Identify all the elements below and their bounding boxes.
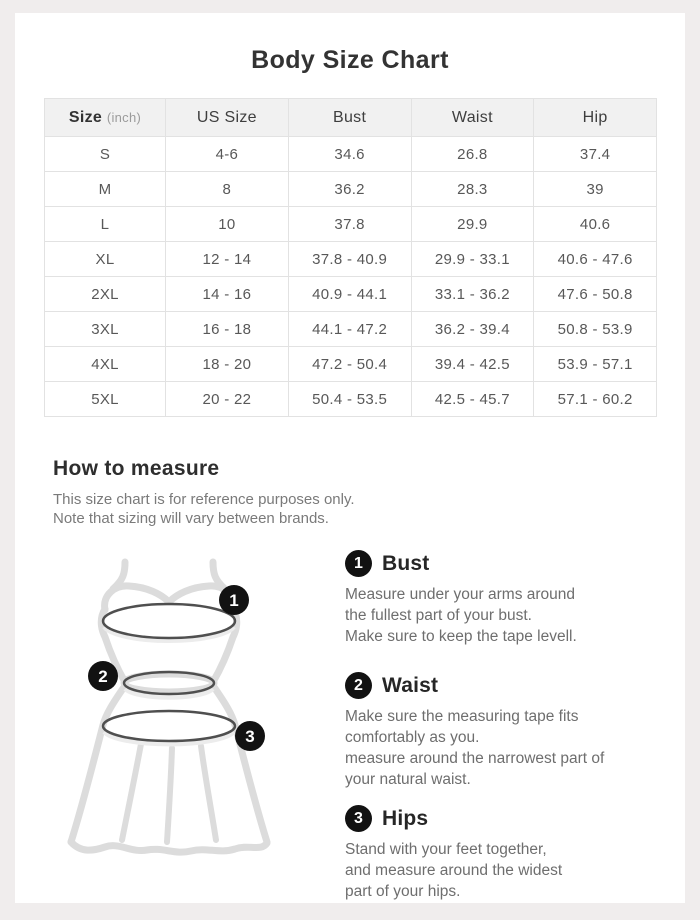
value-cell: 18 - 20 (166, 347, 289, 382)
table-row (45, 242, 657, 277)
instruction-waist (345, 672, 675, 790)
measure-guide (15, 548, 685, 902)
value-cell: 36.2 (288, 172, 411, 207)
bust-tape-ring (103, 604, 235, 638)
table-row (45, 347, 657, 382)
reference-note-line1: This size chart is for reference purposes only. (53, 491, 355, 508)
waist-text-line: comfortably as you. (345, 729, 480, 746)
value-cell: 40.6 (534, 207, 657, 242)
value-cell: 10 (166, 207, 289, 242)
page-title: Body Size Chart (251, 46, 449, 74)
header-size (45, 99, 166, 137)
waist-text-line: measure around the narrowest part of (345, 750, 605, 767)
marker-3-number: 3 (245, 727, 255, 746)
marker-1-number: 1 (229, 591, 239, 610)
value-cell: 26.8 (411, 137, 534, 172)
bust-title: Bust (382, 551, 430, 575)
header-hip: Hip (534, 99, 657, 137)
hips-title: Hips (382, 806, 429, 830)
waist-text-line: Make sure the measuring tape fits (345, 708, 579, 725)
skirt-pleat (167, 748, 172, 842)
instructions-column (345, 548, 685, 902)
skirt-side-right (214, 687, 267, 842)
table-row (45, 382, 657, 417)
value-cell: 29.9 (411, 207, 534, 242)
value-cell: 40.9 - 44.1 (288, 277, 411, 312)
bust-text-line: the fullest part of your bust. (345, 607, 532, 624)
size-cell: S (45, 137, 166, 172)
waist-number-badge: 2 (345, 672, 372, 699)
skirt-pleat (122, 744, 141, 840)
table-header-row (45, 99, 657, 137)
value-cell: 12 - 14 (166, 242, 289, 277)
value-cell: 44.1 - 47.2 (288, 312, 411, 347)
how-to-measure-title: How to measure (53, 457, 220, 480)
how-to-measure-section (53, 457, 685, 528)
header-bust: Bust (288, 99, 411, 137)
bust-text-line: Make sure to keep the tape levell. (345, 628, 577, 645)
size-cell: 5XL (45, 382, 166, 417)
value-cell: 47.6 - 50.8 (534, 277, 657, 312)
value-cell: 33.1 - 36.2 (411, 277, 534, 312)
reference-note-line2: Note that sizing will vary between brands. (53, 510, 329, 527)
size-cell: XL (45, 242, 166, 277)
size-cell: M (45, 172, 166, 207)
value-cell: 37.8 (288, 207, 411, 242)
value-cell: 14 - 16 (166, 277, 289, 312)
header-waist: Waist (411, 99, 534, 137)
dress-neckline (105, 586, 234, 610)
skirt-pleat (201, 746, 216, 840)
marker-2-number: 2 (98, 667, 108, 686)
hip-tape-ring (103, 711, 235, 741)
value-cell: 39 (534, 172, 657, 207)
size-table (44, 98, 657, 417)
value-cell: 29.9 - 33.1 (411, 242, 534, 277)
header-size-unit: (inch) (106, 109, 142, 125)
value-cell: 20 - 22 (166, 382, 289, 417)
value-cell: 28.3 (411, 172, 534, 207)
size-cell: 3XL (45, 312, 166, 347)
value-cell: 16 - 18 (166, 312, 289, 347)
size-cell: 4XL (45, 347, 166, 382)
table-row (45, 137, 657, 172)
hips-text-line: and measure around the widest (345, 862, 563, 879)
value-cell: 34.6 (288, 137, 411, 172)
table-row (45, 207, 657, 242)
skirt-side-left (71, 687, 124, 842)
dress-side-right (213, 609, 237, 682)
bust-text-line: Measure under your arms around (345, 586, 576, 603)
value-cell: 47.2 - 50.4 (288, 347, 411, 382)
value-cell: 37.8 - 40.9 (288, 242, 411, 277)
hips-text-line: Stand with your feet together, (345, 841, 547, 858)
ring-shadow (104, 732, 234, 744)
waist-title: Waist (382, 673, 439, 697)
table-row (45, 312, 657, 347)
hips-number-badge: 3 (345, 805, 372, 832)
instruction-hips (345, 805, 675, 902)
bust-number-badge: 1 (345, 550, 372, 577)
size-chart-card (15, 13, 685, 903)
dress-diagram (45, 548, 335, 878)
value-cell: 36.2 - 39.4 (411, 312, 534, 347)
value-cell: 40.6 - 47.6 (534, 242, 657, 277)
size-cell: L (45, 207, 166, 242)
table-row (45, 277, 657, 312)
value-cell: 50.4 - 53.5 (288, 382, 411, 417)
header-size-label: Size (68, 108, 103, 126)
value-cell: 37.4 (534, 137, 657, 172)
value-cell: 53.9 - 57.1 (534, 347, 657, 382)
table-row (45, 172, 657, 207)
size-cell: 2XL (45, 277, 166, 312)
value-cell: 50.8 - 53.9 (534, 312, 657, 347)
dress-diagram-column (45, 548, 345, 902)
value-cell: 42.5 - 45.7 (411, 382, 534, 417)
value-cell: 57.1 - 60.2 (534, 382, 657, 417)
value-cell: 8 (166, 172, 289, 207)
dress-waistband (124, 674, 214, 692)
waist-text-line: your natural waist. (345, 771, 471, 788)
value-cell: 4-6 (166, 137, 289, 172)
instruction-bust (345, 550, 675, 647)
hips-text-line: part of your hips. (345, 883, 461, 900)
value-cell: 39.4 - 42.5 (411, 347, 534, 382)
header-us-size: US Size (166, 99, 289, 137)
